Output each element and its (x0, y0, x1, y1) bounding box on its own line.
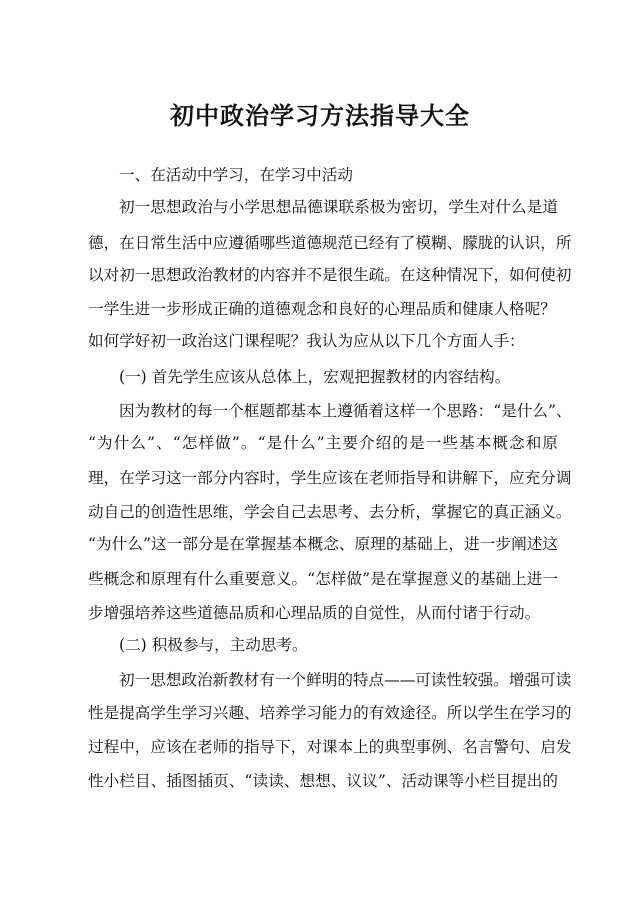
paragraph-line: 理，在学习这一部分内容时，学生应该在老师指导和讲解下，应充分调 (88, 469, 572, 487)
paragraph-line: “为什么”这一部分是在掌握基本概念、原理的基础上，进一步阐述这 (88, 535, 558, 553)
paragraph-line: 以对初一思想政治教材的内容并不是很生疏。在这种情况下，如何使初 (88, 266, 572, 284)
paragraph-line: 一学生进一步形成正确的道德观念和良好的心理品质和健康人格呢？ (88, 300, 556, 318)
subsection-heading-1: (一) 首先学生应该从总体上，宏观把握教材的内容结构。 (119, 368, 511, 386)
paragraph-line: 性小栏目、插图插页、“读读、想想、议议”、活动课等小栏目提出的 (88, 772, 558, 790)
paragraph-line: 如何学好初一政治这门课程呢？我认为应从以下几个方面人手： (88, 332, 525, 350)
document-title: 初中政治学习方法指导大全 (170, 101, 470, 130)
subsection-heading-2: (二) 积极参与，主动思考。 (119, 636, 308, 654)
paragraph-line: 过程中，应该在老师的指导下，对课本上的典型事例、名言警句、启发 (88, 738, 572, 756)
paragraph-line: “为什么”、“怎样做”。“是什么”主要介绍的是一些基本概念和原 (88, 434, 558, 452)
paragraph-line: 动自己的创造性思维，学会自己去思考、去分析，掌握它的真正涵义。 (88, 503, 572, 521)
paragraph-line: 初一思想政治新教材有一个鲜明的特点——可读性较强。增强可读 (119, 671, 572, 689)
paragraph-line: 初一思想政治与小学思想品德课联系极为密切，学生对什么是道 (119, 198, 558, 216)
paragraph-line: 性是提高学生学习兴趣、培养学习能力的有效途径。所以学生在学习的 (88, 704, 572, 722)
section-heading-1: 一、在活动中学习，在学习中活动 (119, 166, 353, 184)
paragraph-line: 些概念和原理有什么重要意义。“怎样做”是在掌握意义的基础上进一 (88, 570, 558, 588)
paragraph-line: 因为教材的每一个框题都基本上遵循着这样一个思路：“是什么”、 (119, 402, 572, 420)
paragraph-line: 步增强培养这些道德品质和心理品质的自觉性，从而付诸于行动。 (88, 604, 541, 622)
paragraph-line: 德，在日常生活中应遵循哪些道德规范已经有了模糊、朦胧的认识，所 (88, 234, 572, 252)
